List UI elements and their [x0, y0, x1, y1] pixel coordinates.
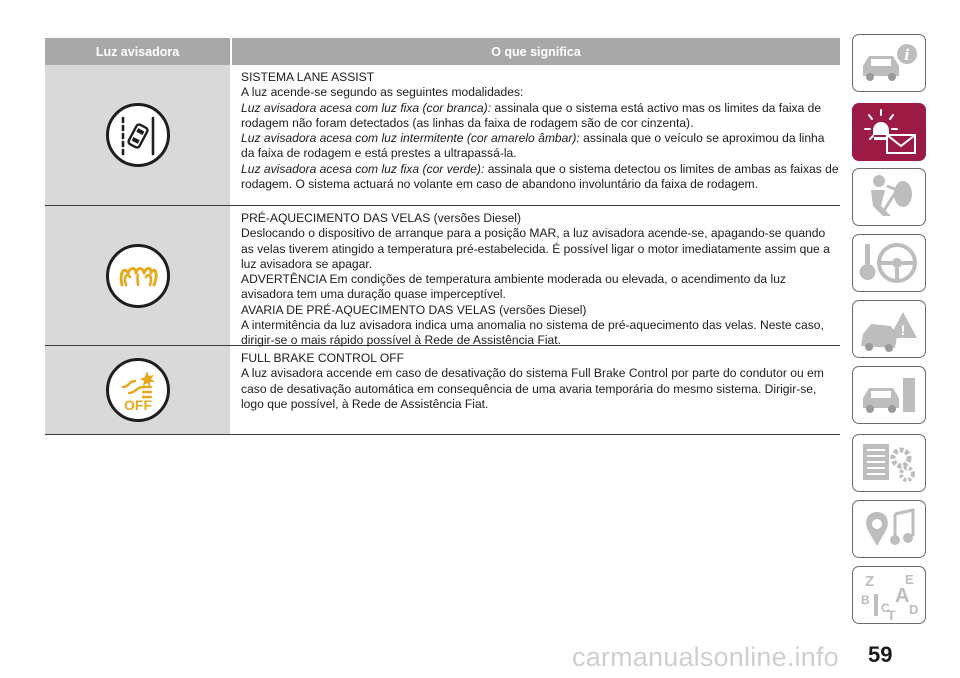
safety-airbag-icon — [857, 172, 921, 222]
alphabetical-index-icon — [857, 570, 921, 620]
tab-alphabetical-index[interactable] — [852, 566, 926, 624]
car-emergency-icon — [857, 304, 921, 354]
full-brake-off-icon — [106, 358, 170, 422]
index-letter: E — [905, 572, 914, 587]
svg-text:!: ! — [900, 322, 906, 338]
row-title: FULL BRAKE CONTROL OFF — [241, 351, 405, 365]
icon-cell — [45, 346, 230, 434]
row-paragraph: A luz avisadora accende em caso de desativação do sistema Full Brake Control por parte do condutor ou em caso de desativação automática em consequência de uma avaria temporária do mesmo sistema. Dirigir-se, logo que possível, à Rede de Assistência Fiat. — [241, 366, 824, 411]
index-letter: A — [895, 585, 910, 607]
italic-lead: Luz avisadora acesa com luz intermitente (cor amarelo âmbar): — [241, 131, 580, 146]
tab-maintenance[interactable] — [852, 366, 926, 424]
header-meaning: O que significa — [491, 44, 581, 59]
table-row — [45, 206, 840, 346]
svg-text:i: i — [904, 46, 910, 64]
car-maintenance-icon — [857, 370, 921, 420]
paragraph-text: assinala que o sistema detectou os limites de ambas as faixas de rodagem. O sistema actuará no volante em caso de abandono involuntário da faixa de rodagem. — [241, 161, 839, 192]
italic-lead: Luz avisadora acesa com luz fixa (cor branca): — [241, 100, 492, 115]
row-title: SISTEMA LANE ASSIST — [241, 70, 375, 84]
row-paragraph: Deslocando o dispositivo de arranque para a posição MAR, a luz avisadora acende-se, apagando-se quando as velas tiverem atingido a temperatura pré-estabelecida. É possível ligar o motor imediatamente assim que a luz avisadora se apagar. — [241, 226, 830, 271]
page-number: 59 — [868, 642, 893, 667]
technical-data-icon — [857, 438, 921, 488]
tab-starting-driving[interactable] — [852, 234, 926, 292]
row-title: PRÉ-AQUECIMENTO DAS VELAS (versões Diesel) — [241, 211, 522, 225]
index-letter: D — [909, 602, 919, 617]
warning-lights-message-icon — [857, 107, 921, 157]
row-paragraph: A intermitência da luz avisadora indica uma anomalia no sistema de pré-aquecimento das velas. Neste caso, dirigir-se o mais rápido possível à Rede de Assistência Fiat. — [241, 318, 824, 348]
tab-emergency[interactable] — [852, 300, 926, 358]
warning-lights-table — [45, 38, 840, 435]
table-row — [45, 346, 840, 435]
tab-technical-data[interactable] — [852, 434, 926, 492]
meaning-cell — [230, 346, 840, 434]
paragraph-text: assinala que o sistema está activo mas os limites da faixa de rodagem não foram detectados (as linhas da faixa de rodagem são de cor cinzenta). — [241, 100, 822, 130]
multimedia-icon — [857, 504, 921, 554]
car-info-icon — [857, 38, 921, 88]
index-letter: C — [881, 601, 890, 615]
tab-safety[interactable] — [852, 168, 926, 226]
row-paragraph — [241, 131, 840, 162]
row-paragraph: A luz acende-se segundo as seguintes modalidades: — [241, 85, 524, 100]
tab-multimedia[interactable] — [852, 500, 926, 558]
index-letter: Z — [865, 573, 875, 590]
icon-cell — [45, 206, 230, 345]
meaning-cell — [230, 65, 840, 205]
meaning-cell — [230, 206, 840, 348]
italic-lead: Luz avisadora acesa com luz fixa (cor verde): — [241, 161, 485, 176]
header-warning-light: Luz avisadora — [95, 44, 180, 59]
glow-plug-icon — [106, 244, 170, 308]
watermark: carmanualsonline.info — [572, 642, 839, 672]
table-header — [45, 38, 840, 65]
index-letter: T — [887, 607, 896, 620]
row-subtitle: AVARIA DE PRÉ-AQUECIMENTO DAS VELAS (versões Diesel) — [241, 302, 587, 317]
paragraph-text: assinala que o veículo se aproximou da linha da faixa de rodagem e está prestes a ultrapassá-la. — [241, 131, 825, 161]
index-letter: B — [861, 593, 870, 607]
row-paragraph: ADVERTÊNCIA Em condições de temperatura ambiente moderada ou elevada, o acendimento da luz avisadora tem uma duração quase imperceptível. — [241, 272, 786, 302]
tab-car-info[interactable] — [852, 34, 926, 92]
tab-warning-lights[interactable] — [852, 103, 926, 161]
steering-wheel-key-icon — [857, 238, 921, 288]
table-row — [45, 65, 840, 206]
icon-cell — [45, 65, 230, 205]
row-paragraph — [241, 101, 840, 132]
off-label: OFF — [123, 397, 152, 413]
row-paragraph — [241, 162, 840, 193]
lane-assist-icon — [106, 103, 170, 167]
